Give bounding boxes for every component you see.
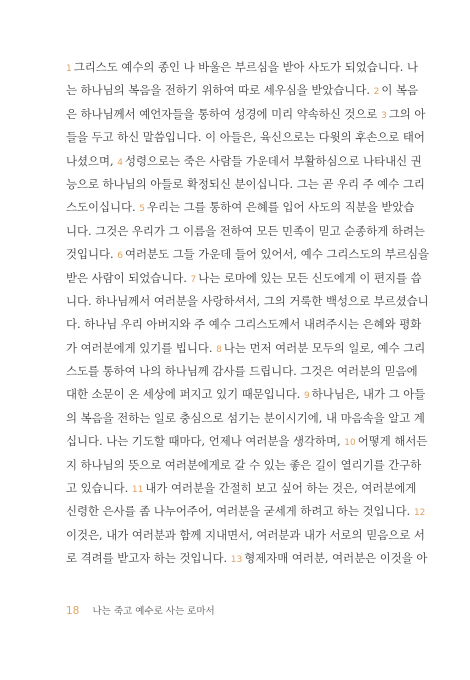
verse-number: 12 bbox=[413, 508, 426, 519]
text-line bbox=[66, 500, 426, 523]
text-line bbox=[66, 267, 422, 290]
text-line bbox=[66, 547, 428, 570]
verse-text: 하나님은, 내가 그 아들 bbox=[311, 387, 426, 402]
page-footer bbox=[66, 599, 215, 618]
body-text bbox=[66, 56, 430, 571]
verse-text: 로 격려를 받고자 하는 것입니다. bbox=[66, 551, 231, 566]
verse-number: 6 bbox=[117, 251, 123, 262]
text-line bbox=[66, 103, 426, 126]
verse-text: 고 있습니다. bbox=[66, 481, 132, 496]
verse-number: 5 bbox=[139, 204, 145, 215]
text-line bbox=[66, 313, 422, 336]
page-number: 18 bbox=[66, 605, 80, 617]
text-line bbox=[66, 454, 422, 477]
verse-text: 어떻게 해서든 bbox=[357, 434, 428, 449]
verse-text: 여러분도 그들 가운데 들어 있어서, 예수 그리스도의 부르심을 bbox=[125, 247, 430, 262]
verse-text: 받은 사람이 되었습니다. bbox=[66, 270, 191, 285]
verse-text: 니다. 하나님께서 여러분을 사랑하셔서, 그의 거룩한 백성으로 부르셨습니 bbox=[66, 293, 429, 308]
verse-text: 는 하나님의 복음을 전하기 위하여 따로 세우심을 받았습니다. bbox=[66, 83, 374, 98]
verse-text: 의 복음을 전하는 일로 충심으로 섬기는 분이시기에, 내 마음속을 알고 계 bbox=[66, 410, 425, 425]
text-line bbox=[66, 243, 430, 266]
verse-text: 니다. 그것은 우리가 그 이름을 전하여 모든 민족이 믿고 순종하게 하려는 bbox=[66, 223, 425, 238]
book-title: 나는 죽고 예수로 사는 로마서 bbox=[92, 606, 215, 617]
verse-text: 나셨으며, bbox=[66, 153, 118, 168]
text-line bbox=[66, 220, 425, 243]
verse-text: 들을 두고 하신 말씀입니다. 이 아들은, 육신으로는 다윗의 후손으로 태어 bbox=[66, 130, 425, 145]
verse-number: 9 bbox=[304, 391, 310, 402]
verse-text: 것입니다. bbox=[66, 247, 118, 262]
text-line bbox=[66, 290, 429, 313]
verse-text: 십니다. 나는 기도할 때마다, 언제나 여러분을 생각하며, bbox=[66, 434, 345, 449]
verse-text: 스도를 통하여 나의 하나님께 감사를 드립니다. 그것은 여러분의 믿음에 bbox=[66, 364, 418, 379]
verse-text: 신령한 은사를 좀 나누어주어, 여러분을 굳세게 하려고 하는 것입니다. bbox=[66, 504, 414, 519]
text-line bbox=[66, 79, 419, 102]
text-line bbox=[66, 477, 417, 500]
verse-text: 그의 아 bbox=[388, 106, 426, 121]
verse-number: 8 bbox=[216, 344, 222, 355]
verse-number: 11 bbox=[131, 485, 144, 496]
verse-number: 4 bbox=[117, 157, 123, 168]
verse-text: 성령으로는 죽은 사람들 가운데서 부활하심으로 나타내신 권 bbox=[125, 153, 422, 168]
verse-text: 대한 소문이 온 세상에 퍼지고 있기 때문입니다. bbox=[66, 387, 305, 402]
text-line bbox=[66, 430, 428, 453]
verse-text: 이 복음 bbox=[381, 83, 419, 98]
verse-number: 13 bbox=[230, 555, 243, 566]
verse-text: 나는 로마에 있는 모든 신도에게 이 편지를 씁 bbox=[198, 270, 422, 285]
verse-text: 지 하나님의 뜻으로 여러분에게로 갈 수 있는 좋은 길이 열리기를 간구하 bbox=[66, 457, 422, 472]
text-line bbox=[66, 126, 425, 149]
text-line bbox=[66, 524, 425, 547]
verse-text: 스도이십니다. bbox=[66, 200, 140, 215]
text-line bbox=[66, 56, 419, 79]
verse-text: 은 하나님께서 예언자들을 통하여 성경에 미리 약속하신 것으로 bbox=[66, 106, 382, 121]
text-line bbox=[66, 173, 425, 196]
verse-text: 우리는 그를 통하여 은혜를 입어 사도의 직분을 받았습 bbox=[147, 200, 415, 215]
verse-text: 가 여러분에게 있기를 빕니다. bbox=[66, 340, 217, 355]
verse-text: 다. 하나님 우리 아버지와 주 예수 그리스도께서 내려주시는 은혜와 평화 bbox=[66, 317, 422, 332]
verse-number: 7 bbox=[190, 274, 197, 285]
verse-text: 나는 먼저 여러분 모두의 일로, 예수 그리 bbox=[223, 340, 426, 355]
verse-number: 1 bbox=[66, 64, 72, 74]
verse-text: 형제자매 여러분, 여러분은 이것을 아 bbox=[244, 551, 428, 566]
verse-text: 이것은, 내가 여러분과 함께 지내면서, 여러분과 내가 서로의 믿음으로 서 bbox=[66, 527, 425, 542]
verse-text: 내가 여러분을 간절히 보고 싶어 하는 것은, 여러분에게 bbox=[145, 481, 417, 496]
verse-number: 10 bbox=[344, 438, 356, 449]
text-line bbox=[66, 337, 426, 360]
verse-text: 능으로 하나님의 아들로 확정되신 분이십니다. 그는 곧 우리 주 예수 그리 bbox=[66, 176, 425, 191]
text-line bbox=[66, 360, 418, 383]
text-line bbox=[66, 407, 425, 430]
verse-number: 3 bbox=[381, 110, 387, 121]
text-line bbox=[66, 150, 422, 173]
verse-number: 2 bbox=[373, 87, 380, 98]
verse-text: 그리스도 예수의 종인 나 바울은 부르심을 받아 사도가 되었습니다. 나 bbox=[73, 60, 419, 74]
text-line bbox=[66, 196, 415, 219]
text-line bbox=[66, 383, 426, 406]
